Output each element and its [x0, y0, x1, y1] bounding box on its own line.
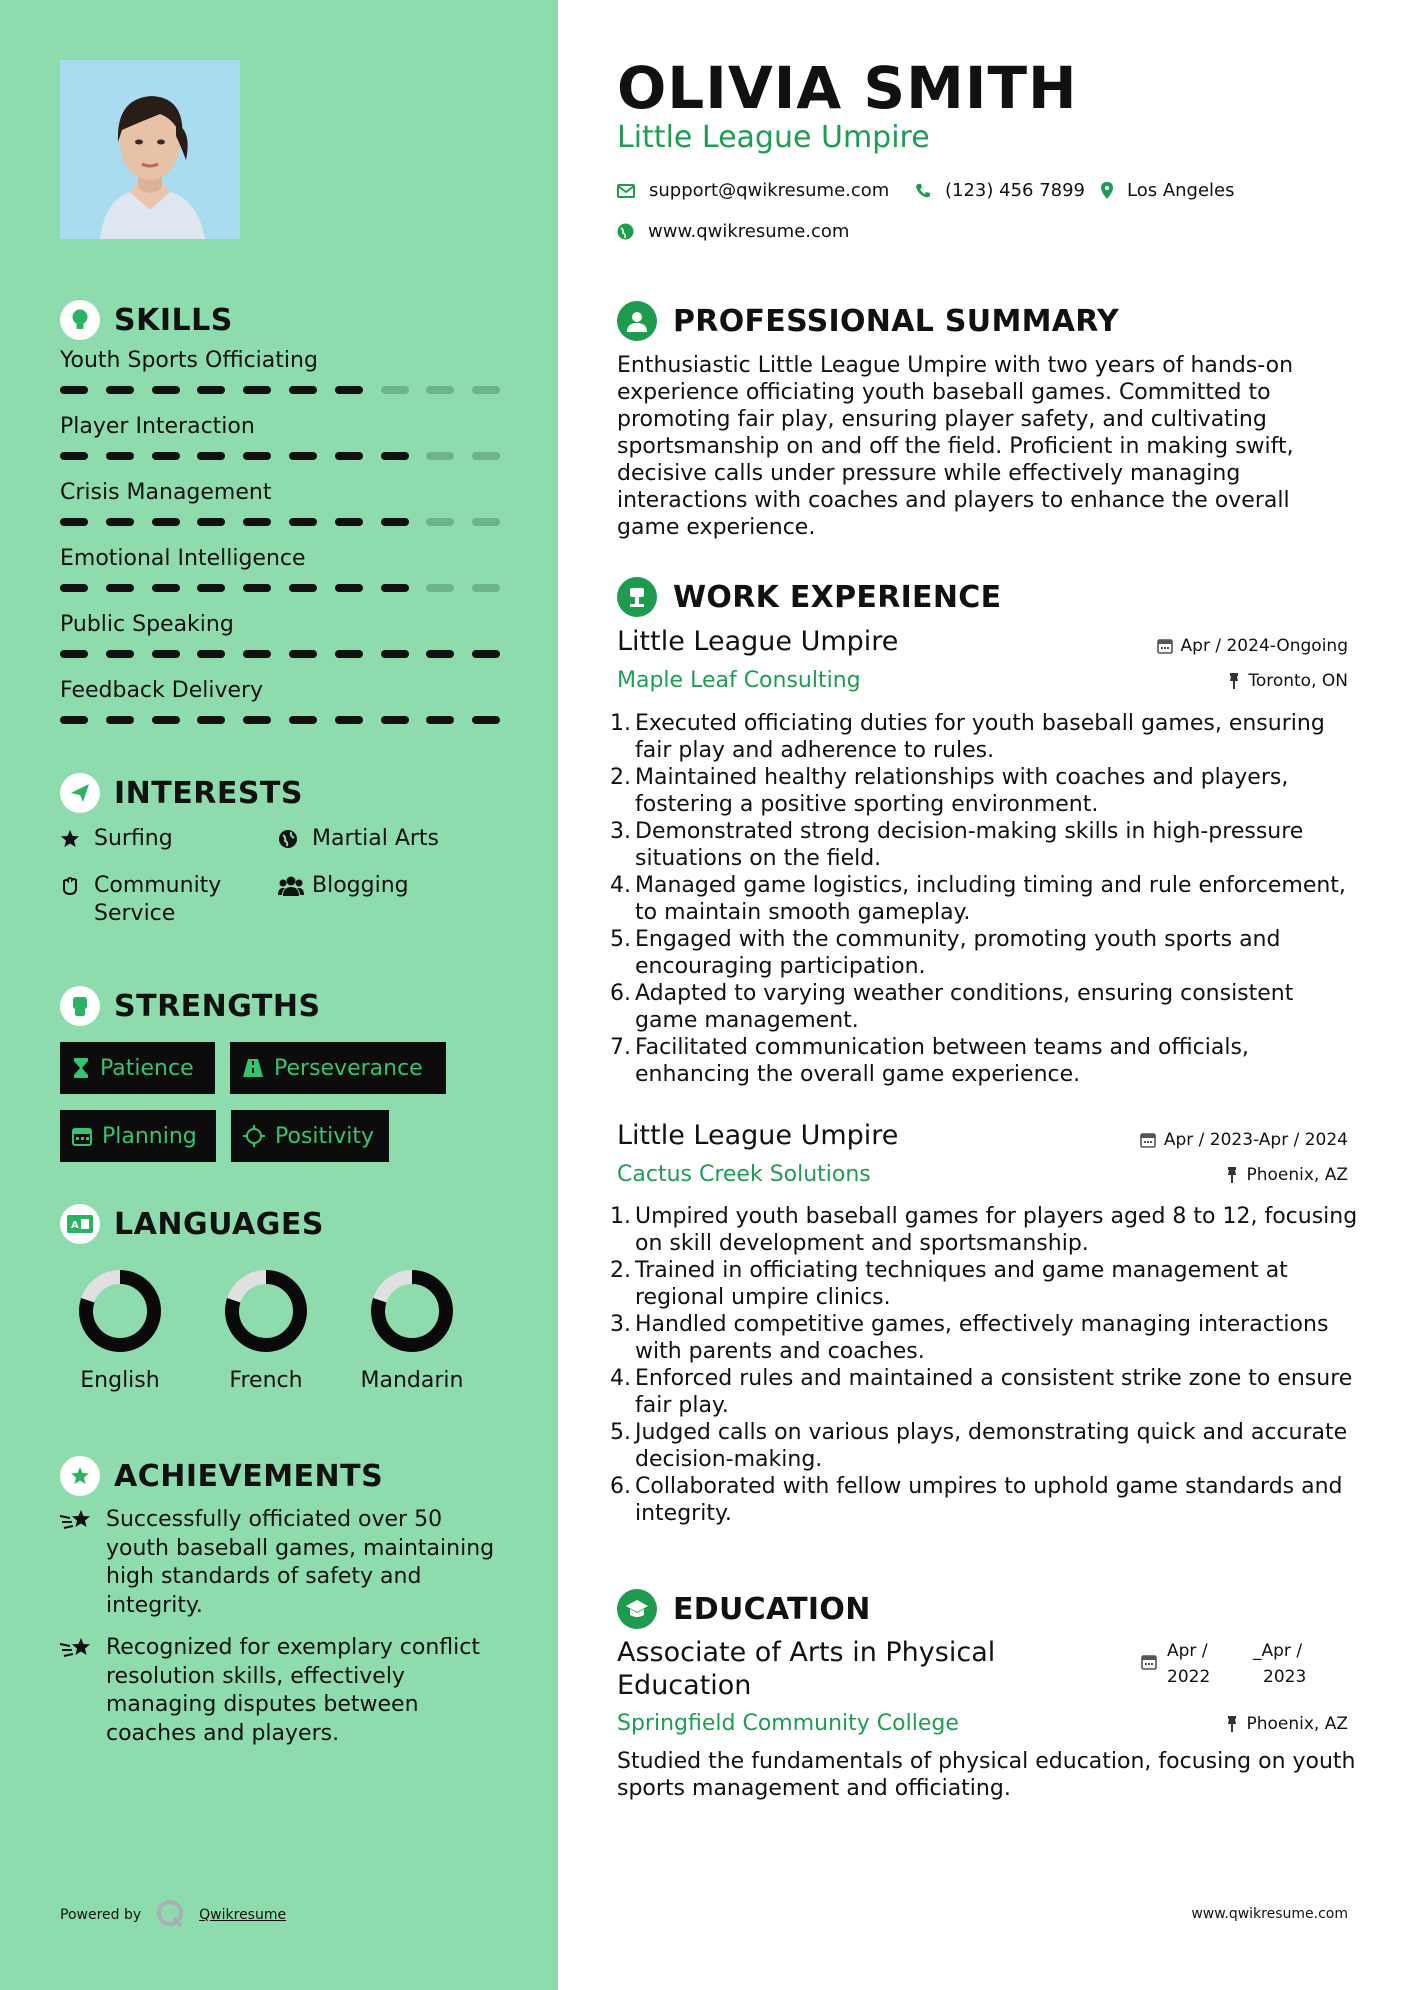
contact-phone — [915, 180, 1085, 201]
skill-level-dash — [152, 386, 180, 394]
work-heading: WORK EXPERIENCE — [673, 579, 1002, 615]
achievements-section — [60, 1454, 500, 1754]
skill-level-dash — [472, 386, 500, 394]
language-label: French — [229, 1368, 303, 1393]
job-title: Little League Umpire — [617, 626, 899, 657]
bullet-text: Judged calls on various plays, demonstrating quick and accurate decision-making. — [635, 1420, 1348, 1472]
job-bullet-item — [610, 1257, 1360, 1311]
company-name: Maple Leaf Consulting — [617, 668, 861, 693]
skill-level-dash — [335, 584, 363, 592]
job-bullet-item — [610, 1311, 1360, 1365]
skill-level-dash — [426, 650, 454, 658]
skill-level-dash — [106, 452, 134, 460]
skill-item — [60, 346, 500, 412]
edu-location-text: Phoenix, AZ — [1246, 1714, 1348, 1734]
qwikresume-logo-icon — [155, 1898, 185, 1932]
bullet-number: 3. — [610, 1312, 631, 1337]
job-bullet-item — [610, 980, 1360, 1034]
strength-chip — [60, 1110, 216, 1162]
job-bullet-item — [610, 818, 1360, 872]
pushpin-icon — [1228, 673, 1240, 689]
bullet-text: Demonstrated strong decision-making skills in high-pressure situations on the field. — [635, 819, 1304, 871]
bullet-text: Engaged with the community, promoting youth sports and encouraging participation. — [635, 927, 1281, 979]
job-bullet-item — [610, 926, 1360, 980]
skill-level-bar — [60, 518, 500, 526]
job-date — [1157, 636, 1348, 656]
footer-url[interactable]: www.qwikresume.com — [1191, 1906, 1348, 1922]
skill-level-dash — [472, 584, 500, 592]
skill-level-dash — [243, 452, 271, 460]
skill-level-dash — [60, 518, 88, 526]
skill-level-dash — [106, 518, 134, 526]
skill-level-dash — [289, 518, 317, 526]
skill-level-dash — [335, 386, 363, 394]
skill-level-dash — [381, 650, 409, 658]
skill-level-dash — [472, 716, 500, 724]
language-proficiency-ring — [223, 1268, 309, 1354]
skill-name: Player Interaction — [60, 414, 255, 439]
bullet-number: 1. — [610, 711, 631, 736]
skills-section — [60, 298, 500, 342]
skill-level-dash — [106, 650, 134, 658]
summary-heading: PROFESSIONAL SUMMARY — [673, 303, 1120, 339]
shooting-star-icon — [60, 1506, 106, 1620]
job-bullet-item — [610, 1034, 1360, 1088]
sidebar — [0, 0, 558, 1990]
contact-email — [617, 180, 889, 201]
strength-chip — [230, 1042, 446, 1094]
skills-heading-row — [60, 298, 500, 342]
bullet-text: Trained in officiating techniques and game management at regional umpire clinics. — [635, 1258, 1288, 1310]
skill-level-bar — [60, 650, 500, 658]
skill-level-dash — [472, 452, 500, 460]
graduation-icon — [617, 1589, 657, 1629]
interests-heading: INTERESTS — [114, 775, 303, 811]
powered-by — [60, 1898, 286, 1932]
contact-location — [1101, 180, 1235, 201]
bullet-number: 6. — [610, 981, 631, 1006]
interest-item — [278, 825, 439, 853]
bullet-number: 5. — [610, 927, 631, 952]
skill-level-dash — [243, 716, 271, 724]
skill-level-dash — [289, 386, 317, 394]
edu-start-line1: Apr / — [1167, 1641, 1208, 1661]
candidate-title: Little League Umpire — [617, 120, 930, 155]
interest-item — [60, 872, 250, 928]
pushpin-icon — [1226, 1716, 1238, 1732]
envelope-icon — [617, 184, 635, 198]
skill-item — [60, 412, 500, 478]
skill-level-dash — [381, 518, 409, 526]
skill-level-dash — [289, 716, 317, 724]
job-bullet-item — [610, 872, 1360, 926]
languages-heading: LANGUAGES — [114, 1206, 324, 1242]
skill-level-dash — [152, 518, 180, 526]
bullet-text: Executed officiating duties for youth baseball games, ensuring fair play and adherence to rules. — [635, 711, 1325, 763]
strength-label: Planning — [102, 1123, 197, 1149]
job-bullet-item — [610, 1473, 1360, 1527]
interest-label: Surfing — [94, 826, 173, 851]
skill-level-dash — [106, 386, 134, 394]
globe-icon — [278, 825, 304, 853]
job-bullet-item — [610, 1203, 1360, 1257]
skill-level-dash — [197, 452, 225, 460]
job-date — [1140, 1130, 1348, 1150]
edu-end-date — [1253, 1638, 1306, 1690]
skill-name: Crisis Management — [60, 480, 272, 505]
job-title: Little League Umpire — [617, 1120, 899, 1151]
company-name: Cactus Creek Solutions — [617, 1162, 871, 1187]
skill-item — [60, 478, 500, 544]
bullet-text: Facilitated communication between teams and officials, enhancing the overall game experience. — [635, 1035, 1249, 1087]
job-location — [1226, 1165, 1348, 1185]
language-item — [206, 1268, 326, 1393]
calendar-icon — [1157, 638, 1173, 654]
edu-date-icon-wrap — [1141, 1654, 1165, 1670]
languages-heading-row — [60, 1202, 500, 1246]
skill-level-dash — [381, 584, 409, 592]
skill-item — [60, 544, 500, 610]
skill-level-bar — [60, 386, 500, 394]
skill-name: Public Speaking — [60, 612, 234, 637]
svg-text:A: A — [71, 1220, 79, 1231]
interests-heading-row — [60, 771, 500, 815]
strength-label: Patience — [100, 1055, 194, 1081]
skill-level-dash — [426, 518, 454, 526]
skill-level-dash — [152, 452, 180, 460]
achievements-heading-row — [60, 1454, 500, 1498]
hand-icon — [60, 872, 86, 900]
star-icon — [60, 825, 86, 853]
achievement-item — [60, 1506, 500, 1620]
skill-item — [60, 676, 500, 742]
job-bullets — [610, 1203, 1360, 1527]
website-text[interactable]: www.qwikresume.com — [648, 221, 850, 242]
hourglass-icon — [72, 1057, 90, 1079]
job-bullets — [610, 710, 1360, 1088]
language-label: Mandarin — [360, 1368, 464, 1393]
skill-level-dash — [60, 452, 88, 460]
bullet-text: Managed game logistics, including timing and rule enforcement, to maintain smooth gameplay. — [635, 873, 1346, 925]
bullet-text: Handled competitive games, effectively managing interactions with parents and coaches. — [635, 1312, 1329, 1364]
paper-plane-icon — [60, 773, 100, 813]
lightbulb-icon — [60, 300, 100, 340]
bullet-text: Enforced rules and maintained a consistent strike zone to ensure fair play. — [635, 1366, 1353, 1418]
languages-list — [60, 1268, 500, 1418]
bullet-number: 2. — [610, 1258, 631, 1283]
bullet-number: 3. — [610, 819, 631, 844]
skill-level-dash — [152, 650, 180, 658]
skill-level-dash — [152, 584, 180, 592]
strengths-section — [60, 984, 500, 1164]
job-date-text: Apr / 2024-Ongoing — [1180, 636, 1348, 656]
road-icon — [242, 1058, 264, 1078]
skill-level-dash — [152, 716, 180, 724]
bullet-text: Collaborated with fellow umpires to uphold game standards and integrity. — [635, 1474, 1343, 1526]
language-proficiency-ring — [77, 1268, 163, 1354]
summary-heading-row — [617, 301, 1119, 341]
interests-section — [60, 771, 500, 926]
location-text: Los Angeles — [1127, 180, 1235, 201]
skill-name: Feedback Delivery — [60, 678, 264, 703]
degree-title: Associate of Arts in Physical Education — [617, 1637, 996, 1701]
job-location-text: Phoenix, AZ — [1246, 1165, 1348, 1185]
edu-start-line2: 2022 — [1167, 1667, 1211, 1687]
skill-level-dash — [243, 386, 271, 394]
skill-level-bar — [60, 716, 500, 724]
skill-level-dash — [426, 584, 454, 592]
skill-level-bar — [60, 452, 500, 460]
bullet-text: Maintained healthy relationships with coaches and players, fostering a positive sporting environment. — [635, 765, 1289, 817]
achievement-item — [60, 1634, 500, 1748]
school-name: Springfield Community College — [617, 1711, 959, 1736]
globe-icon — [617, 223, 634, 240]
email-text[interactable]: support@qwikresume.com — [649, 180, 890, 201]
skill-level-dash — [472, 650, 500, 658]
skills-list — [60, 346, 500, 746]
interest-item — [278, 872, 409, 900]
skill-name: Youth Sports Officiating — [60, 348, 318, 373]
job-bullet-item — [610, 1365, 1360, 1419]
strength-label: Perseverance — [274, 1055, 423, 1081]
skill-level-dash — [60, 386, 88, 394]
language-label: English — [80, 1368, 160, 1393]
job-date-text: Apr / 2023-Apr / 2024 — [1163, 1130, 1348, 1150]
edu-end-line2: 2023 — [1263, 1667, 1307, 1687]
language-proficiency-ring — [369, 1268, 455, 1354]
qwikresume-link[interactable]: Qwikresume — [199, 1907, 287, 1923]
skill-item — [60, 610, 500, 676]
profile-photo — [60, 60, 240, 239]
bullet-number: 2. — [610, 765, 631, 790]
skill-level-dash — [289, 452, 317, 460]
strength-chip — [60, 1042, 215, 1094]
skill-level-dash — [106, 716, 134, 724]
education-heading: EDUCATION — [673, 1591, 871, 1627]
strength-label: Positivity — [275, 1123, 375, 1149]
language-item — [352, 1268, 472, 1393]
contact-website — [617, 221, 849, 242]
work-heading-row — [617, 577, 1001, 617]
shooting-star-icon — [60, 1634, 106, 1748]
skill-level-dash — [335, 518, 363, 526]
job-location-text: Toronto, ON — [1248, 671, 1348, 691]
bullet-number: 1. — [610, 1204, 631, 1229]
edu-location — [1226, 1714, 1348, 1734]
podium-icon — [617, 577, 657, 617]
job-bullet-item — [610, 764, 1360, 818]
skill-level-dash — [426, 716, 454, 724]
achievements-heading: ACHIEVEMENTS — [114, 1458, 384, 1494]
bullet-number: 5. — [610, 1420, 631, 1445]
sun-icon — [243, 1125, 265, 1147]
skill-level-dash — [426, 386, 454, 394]
skill-level-dash — [335, 716, 363, 724]
bullet-number: 7. — [610, 1035, 631, 1060]
skill-level-bar — [60, 584, 500, 592]
user-icon — [617, 301, 657, 341]
skill-name: Emotional Intelligence — [60, 546, 306, 571]
phone-text[interactable]: (123) 456 7899 — [945, 180, 1086, 201]
skill-level-dash — [243, 518, 271, 526]
skill-level-dash — [197, 716, 225, 724]
skills-heading: SKILLS — [114, 302, 233, 338]
skill-level-dash — [289, 650, 317, 658]
bullet-text: Adapted to varying weather conditions, ensuring consistent game management. — [635, 981, 1294, 1033]
pushpin-icon — [1226, 1167, 1238, 1183]
strengths-heading-row — [60, 984, 500, 1028]
edu-start-date — [1167, 1638, 1210, 1690]
summary-text: Enthusiastic Little League Umpire with two years of hands-on experience officiating youth baseball games. Committed to promoting fair play, ensuring player safety, and cultivating sportsmanship on and off the field. Proficient in making swift, decisive calls under pressure while effectively managing interactions with coaches and players to enhance the overall game experience. — [617, 353, 1294, 540]
education-description: Studied the fundamentals of physical education, focusing on youth sports management and officiating. — [617, 1749, 1356, 1801]
interest-label: Community Service — [94, 873, 222, 926]
education-heading-row — [617, 1589, 871, 1629]
achievement-text: Recognized for exemplary conflict resolution skills, effectively managing disputes between coaches and players. — [106, 1635, 480, 1746]
medal-star-icon — [60, 1456, 100, 1496]
powered-by-label: Powered by — [60, 1907, 142, 1923]
calendar-icon — [72, 1126, 92, 1146]
skill-level-dash — [60, 716, 88, 724]
strength-chip — [231, 1110, 389, 1162]
skill-level-dash — [197, 518, 225, 526]
skill-level-dash — [243, 650, 271, 658]
skill-level-dash — [381, 452, 409, 460]
bullet-number: 4. — [610, 1366, 631, 1391]
achievement-text: Successfully officiated over 50 youth baseball games, maintaining high standards of safety and integrity. — [106, 1507, 495, 1618]
job-bullet-item — [610, 1419, 1360, 1473]
bullet-number: 4. — [610, 873, 631, 898]
edu-end-line1: _Apr / — [1253, 1641, 1303, 1661]
calendar-icon — [1141, 1654, 1157, 1670]
skill-level-dash — [197, 650, 225, 658]
skill-level-dash — [335, 650, 363, 658]
skill-level-dash — [472, 518, 500, 526]
skill-level-dash — [60, 650, 88, 658]
bullet-text: Umpired youth baseball games for players aged 8 to 12, focusing on skill development and sportsmanship. — [635, 1204, 1358, 1256]
language-item — [60, 1268, 180, 1393]
users-icon — [278, 872, 304, 900]
interest-label: Martial Arts — [312, 826, 440, 851]
skill-level-dash — [381, 386, 409, 394]
fist-icon — [60, 986, 100, 1026]
map-pin-icon — [1101, 182, 1113, 199]
strengths-heading: STRENGTHS — [114, 988, 321, 1024]
candidate-name: OLIVIA SMITH — [617, 54, 1078, 122]
job-location — [1228, 671, 1348, 691]
skill-level-dash — [197, 386, 225, 394]
skill-level-dash — [335, 452, 363, 460]
skill-level-dash — [197, 584, 225, 592]
job-bullet-item — [610, 710, 1360, 764]
skill-level-dash — [243, 584, 271, 592]
skill-level-dash — [106, 584, 134, 592]
skill-level-dash — [289, 584, 317, 592]
skill-level-dash — [60, 584, 88, 592]
skill-level-dash — [381, 716, 409, 724]
phone-icon — [915, 183, 931, 199]
language-icon — [60, 1204, 100, 1244]
bullet-number: 6. — [610, 1474, 631, 1499]
interest-item — [60, 825, 173, 853]
skill-level-dash — [426, 452, 454, 460]
calendar-icon — [1140, 1132, 1156, 1148]
interest-label: Blogging — [312, 873, 409, 898]
